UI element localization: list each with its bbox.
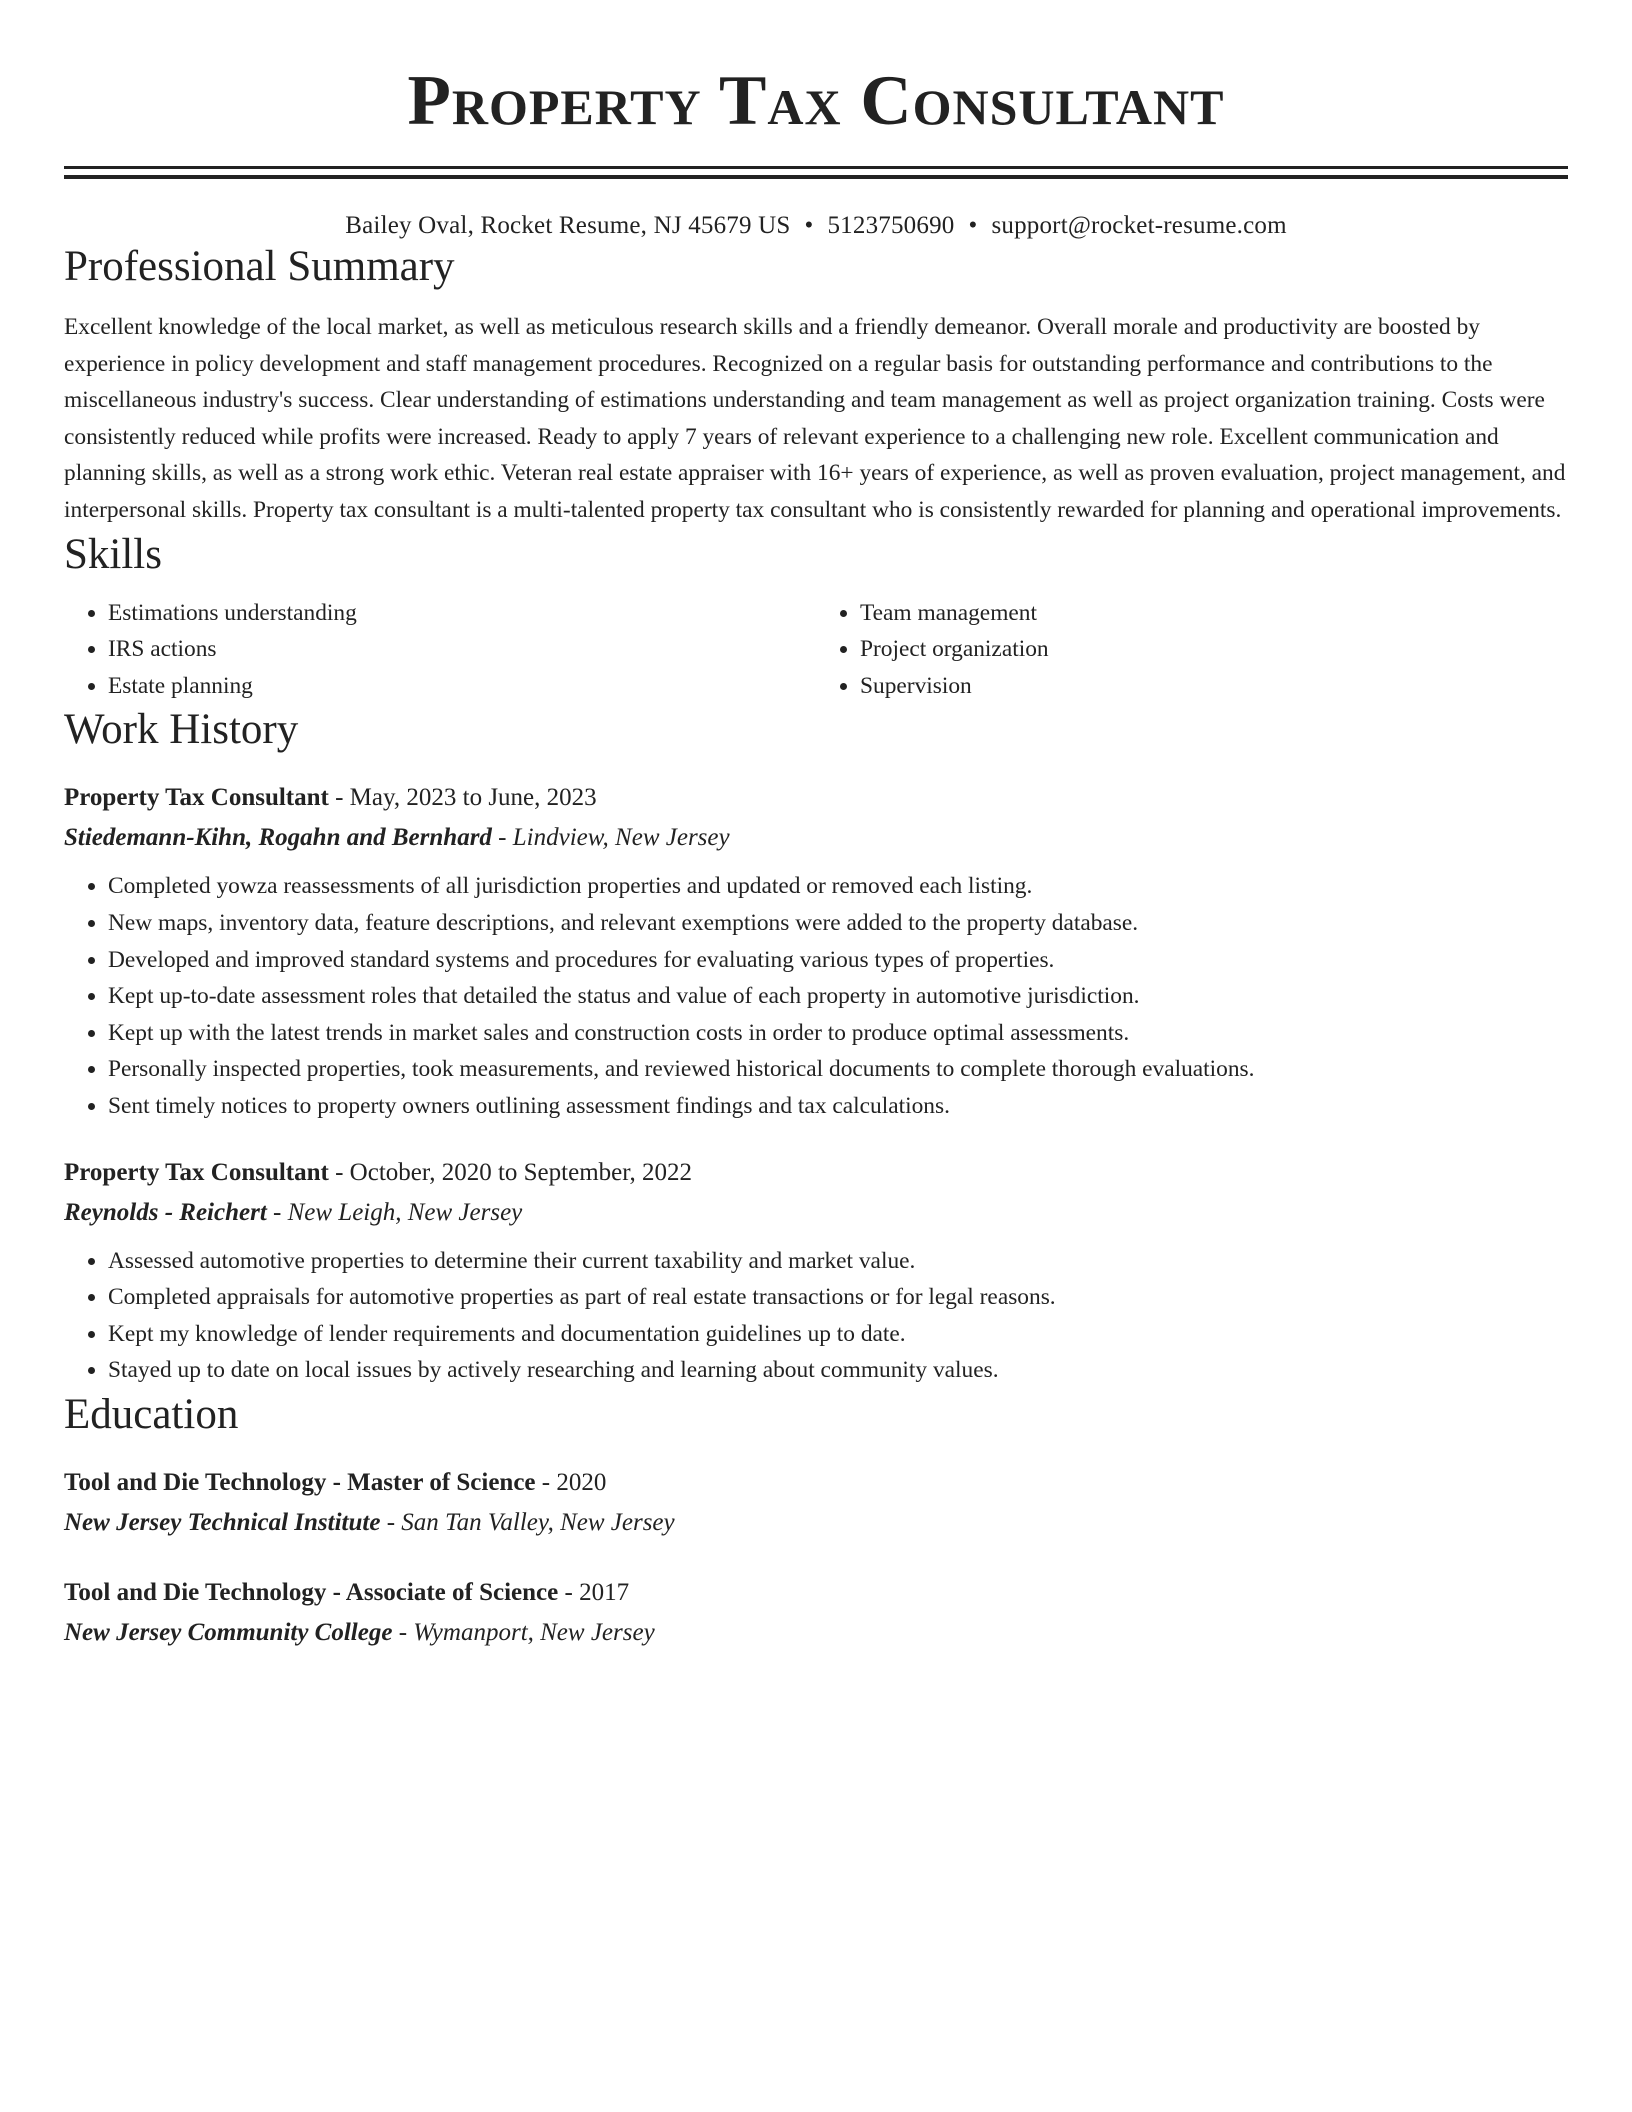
education-school: New Jersey Community College	[64, 1618, 393, 1646]
skill-item: • IRS actions	[108, 631, 816, 668]
job-bullets	[64, 868, 1568, 1124]
contact-phone: 5123750690	[827, 212, 955, 239]
skills-column-right	[816, 595, 1568, 705]
education-entry	[64, 1463, 1568, 1543]
header-divider	[64, 166, 1568, 179]
education-school-line	[64, 1613, 1568, 1653]
contact-separator: •	[804, 212, 814, 239]
skills-heading: Skills	[64, 530, 162, 578]
job-title: Property Tax Consultant	[64, 1158, 329, 1186]
job-bullet: • Sent timely notices to property owners outlining assessment findings and tax calculations.	[108, 1088, 1568, 1125]
contact-separator: •	[968, 212, 978, 239]
job-company: Reynolds - Reichert	[64, 1198, 267, 1226]
job-dates: - October, 2020 to September, 2022	[328, 1158, 693, 1186]
contact-address: Bailey Oval, Rocket Resume, NJ 45679 US	[345, 212, 791, 239]
summary-text: Excellent knowledge of the local market, as well as meticulous research skills and a friendly demeanor. Overall morale and productivity are boosted by experience in policy development and staff management procedures. Recognized on a regular basis for outstanding performance and contributions to the miscellaneous industry's success. Clear understanding of estimations understanding and team management as well as project organization training. Costs were consistently reduced while profits were increased. Ready to apply 7 years of relevant experience to a challenging new role. Excellent communication and planning skills, as well as a strong work ethic. Veteran real estate appraiser with 16+ years of experience, as well as proven evaluation, project management, and interpersonal skills. Property tax consultant is a multi-talented property tax consultant who is consistently rewarded for planning and operational improvements.	[64, 314, 1566, 523]
job-company-line	[64, 818, 1568, 858]
skill-item: • Estimations understanding	[108, 595, 816, 632]
job-bullet: • Personally inspected properties, took measurements, and reviewed historical documents to complete thorough evaluations.	[108, 1051, 1568, 1088]
education-header	[64, 1573, 1568, 1613]
job-bullet: • Developed and improved standard systems and procedures for evaluating various types of properties.	[108, 942, 1568, 979]
job-bullet: • Stayed up to date on local issues by actively researching and learning about community values.	[108, 1352, 1568, 1389]
job-bullet: • Kept my knowledge of lender requirements and documentation guidelines up to date.	[108, 1316, 1568, 1353]
education-year: - 2017	[558, 1578, 630, 1606]
job-bullet: • Completed appraisals for automotive properties as part of real estate transactions or for legal reasons.	[108, 1279, 1568, 1316]
job-header	[64, 778, 1568, 818]
summary-heading: Professional Summary	[64, 243, 455, 290]
job-bullet: • New maps, inventory data, feature descriptions, and relevant exemptions were added to the property database.	[108, 905, 1568, 942]
work-history-heading: Work History	[64, 706, 299, 754]
job-location: - Lindview, New Jersey	[491, 824, 730, 852]
job-bullet: • Kept up-to-date assessment roles that detailed the status and value of each property in automotive jurisdiction.	[108, 978, 1568, 1015]
skills-column-left	[64, 595, 816, 705]
job-company-line	[64, 1193, 1568, 1233]
job-bullets	[64, 1243, 1568, 1389]
contact-line	[64, 211, 1568, 241]
skill-item: • Supervision	[860, 668, 1568, 705]
job-company: Stiedemann-Kihn, Rogahn and Bernhard	[64, 824, 492, 852]
skill-item: • Estate planning	[108, 668, 816, 705]
education-entry	[64, 1573, 1568, 1653]
education-heading: Education	[64, 1390, 239, 1438]
education-year: - 2020	[535, 1468, 607, 1496]
job-dates: - May, 2023 to June, 2023	[328, 784, 597, 812]
resume-name: Property Tax Consultant	[407, 62, 1225, 140]
skills-list	[64, 595, 1568, 705]
skill-item: • Team management	[860, 595, 1568, 632]
job-location: - New Leigh, New Jersey	[266, 1198, 523, 1226]
education-school: New Jersey Technical Institute	[64, 1508, 381, 1536]
contact-email: support@rocket-resume.com	[991, 212, 1287, 239]
job-bullet: • Kept up with the latest trends in market sales and construction costs in order to produce optimal assessments.	[108, 1015, 1568, 1052]
job-header	[64, 1153, 1568, 1193]
job-entry	[64, 1153, 1568, 1389]
job-bullet: • Completed yowza reassessments of all jurisdiction properties and updated or removed each listing.	[108, 868, 1568, 905]
education-header	[64, 1463, 1568, 1503]
education-school-line	[64, 1503, 1568, 1543]
education-location: - Wymanport, New Jersey	[392, 1618, 655, 1646]
education-degree: Tool and Die Technology - Associate of Science	[64, 1578, 559, 1606]
job-title: Property Tax Consultant	[64, 784, 329, 812]
job-entry	[64, 778, 1568, 1124]
skill-item: • Project organization	[860, 631, 1568, 668]
education-degree: Tool and Die Technology - Master of Science	[64, 1468, 536, 1496]
education-location: - San Tan Valley, New Jersey	[380, 1508, 675, 1536]
job-bullet: • Assessed automotive properties to determine their current taxability and market value.	[108, 1243, 1568, 1280]
